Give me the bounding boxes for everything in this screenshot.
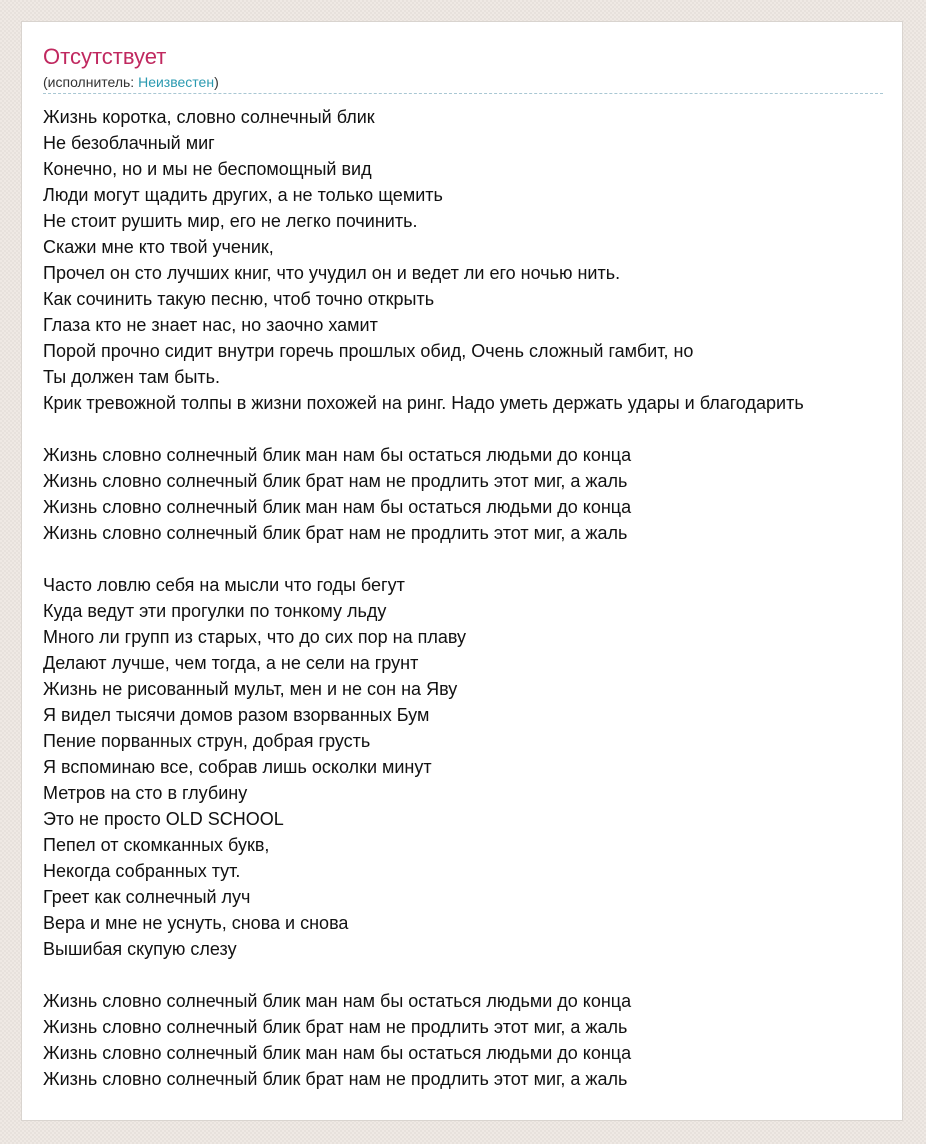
title-divider — [43, 93, 883, 94]
lyrics-text — [43, 104, 923, 1092]
lyrics-line: Метров на сто в глубину — [43, 783, 248, 803]
lyrics-line: Часто ловлю себя на мысли что годы бегут — [43, 575, 405, 595]
lyrics-card — [21, 21, 903, 1121]
lyrics-line: Не безоблачный миг — [43, 133, 215, 153]
lyrics-line: Это не просто OLD SCHOOL — [43, 809, 284, 829]
lyrics-stanza — [43, 572, 923, 962]
lyrics-line: Порой прочно сидит внутри горечь прошлых обид, Очень сложный гамбит, но — [43, 341, 694, 361]
lyrics-line: Жизнь словно солнечный блик брат нам не продлить этот миг, а жаль — [43, 471, 628, 491]
lyrics-line: Жизнь словно солнечный блик ман нам бы остаться людьми до конца — [43, 1043, 632, 1063]
lyrics-line: Некогда собранных тут. — [43, 861, 241, 881]
lyrics-line: Жизнь словно солнечный блик ман нам бы остаться людьми до конца — [43, 497, 632, 517]
lyrics-line: Жизнь не рисованный мульт, мен и не сон на Яву — [43, 679, 458, 699]
lyrics-line: Ты должен там быть. — [43, 367, 221, 387]
artist-line — [43, 73, 219, 91]
lyrics-line: Много ли групп из старых, что до сих пор на плаву — [43, 627, 467, 647]
lyrics-line: Не стоит рушить мир, его не легко починить. — [43, 211, 418, 231]
lyrics-line: Люди могут щадить других, а не только щемить — [43, 185, 443, 205]
lyrics-line: Я вспоминаю все, собрав лишь осколки минут — [43, 757, 432, 777]
lyrics-line: Жизнь словно солнечный блик ман нам бы остаться людьми до конца — [43, 445, 632, 465]
lyrics-line: Жизнь коротка, словно солнечный блик — [43, 107, 375, 127]
lyrics-line: Крик тревожной толпы в жизни похожей на ринг. Надо уметь держать удары и благодарить — [43, 393, 804, 413]
lyrics-line: Глаза кто не знает нас, но заочно хамит — [43, 315, 378, 335]
lyrics-line: Жизнь словно солнечный блик брат нам не продлить этот миг, а жаль — [43, 1069, 628, 1089]
lyrics-line: Вера и мне не уснуть, снова и снова — [43, 913, 349, 933]
lyrics-line: Греет как солнечный луч — [43, 887, 251, 907]
lyrics-stanza — [43, 442, 923, 546]
artist-prefix: (исполнитель: — [43, 74, 139, 90]
lyrics-line: Как сочинить такую песню, чтоб точно открыть — [43, 289, 435, 309]
lyrics-stanza — [43, 104, 923, 416]
lyrics-line: Конечно, но и мы не беспомощный вид — [43, 159, 372, 179]
song-title: Отсутствует — [43, 44, 167, 69]
lyrics-line: Прочел он сто лучших книг, что учудил он и ведет ли его ночью нить. — [43, 263, 621, 283]
artist-link[interactable]: Неизвестен — [138, 74, 215, 90]
lyrics-stanza — [43, 988, 923, 1092]
lyrics-line: Пепел от скомканных букв, — [43, 835, 270, 855]
lyrics-line: Жизнь словно солнечный блик брат нам не продлить этот миг, а жаль — [43, 523, 628, 543]
artist-suffix: ) — [214, 74, 219, 90]
lyrics-line: Жизнь словно солнечный блик брат нам не продлить этот миг, а жаль — [43, 1017, 628, 1037]
lyrics-line: Делают лучше, чем тогда, а не сели на грунт — [43, 653, 419, 673]
lyrics-line: Скажи мне кто твой ученик, — [43, 237, 274, 257]
lyrics-line: Я видел тысячи домов разом взорванных Бум — [43, 705, 430, 725]
lyrics-line: Жизнь словно солнечный блик ман нам бы остаться людьми до конца — [43, 991, 632, 1011]
lyrics-line: Пение порванных струн, добрая грусть — [43, 731, 371, 751]
lyrics-line: Вышибая скупую слезу — [43, 939, 237, 959]
lyrics-line: Куда ведут эти прогулки по тонкому льду — [43, 601, 387, 621]
